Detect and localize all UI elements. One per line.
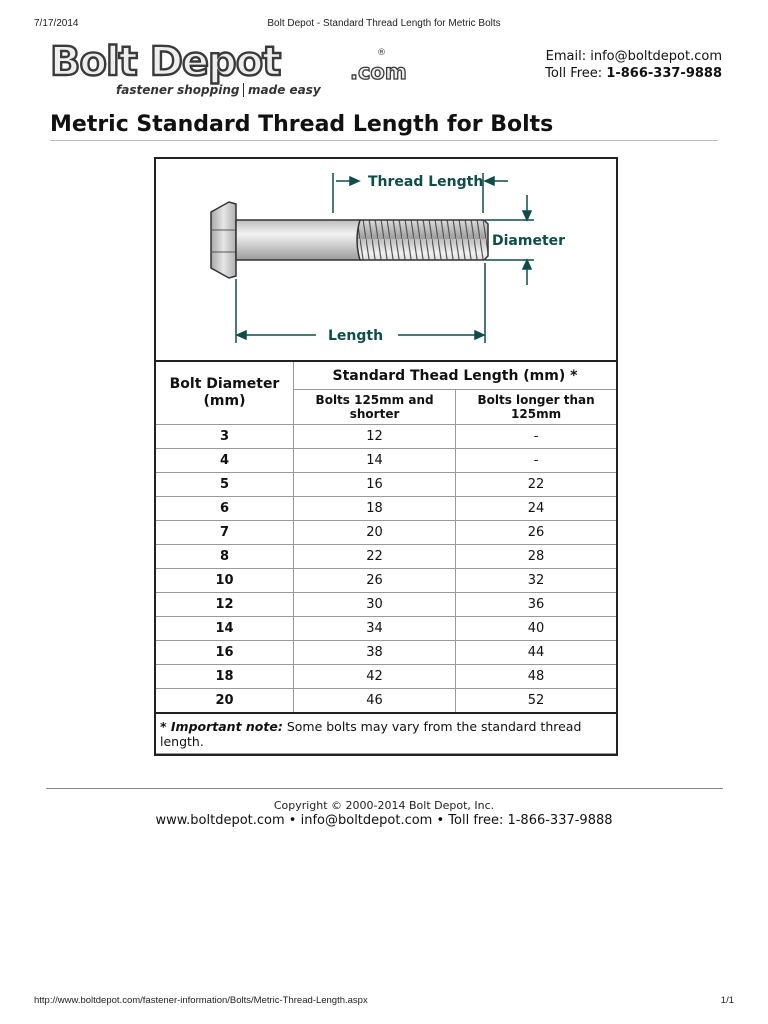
phone-number: 1-866-337-9888	[606, 66, 722, 81]
cell-short: 46	[294, 689, 456, 714]
logo-tagline-b: made easy	[243, 83, 321, 97]
important-note	[156, 713, 616, 754]
cell-short: 16	[294, 473, 456, 497]
email-link[interactable]: info@boltdepot.com	[590, 49, 722, 64]
cell-short: 26	[294, 569, 456, 593]
logo-dotcom: .com	[350, 60, 407, 84]
cell-short: 38	[294, 641, 456, 665]
cell-short: 14	[294, 449, 456, 473]
cell-diameter: 5	[156, 473, 294, 497]
bolt-illustration	[156, 159, 616, 360]
table-row	[156, 641, 616, 665]
print-url: http://www.boltdepot.com/fastener-information/Bolts/Metric-Thread-Length.aspx	[34, 995, 368, 1006]
bolt-thread	[357, 220, 488, 260]
header-short-line2: shorter	[349, 407, 400, 421]
header-bolt-diameter	[156, 362, 294, 425]
header-diameter-line1: Bolt Diameter	[169, 376, 280, 392]
cell-diameter: 18	[156, 665, 294, 689]
bolt-shank	[236, 220, 360, 260]
page-title: Metric Standard Thread Length for Bolts	[50, 112, 718, 141]
cell-diameter: 6	[156, 497, 294, 521]
header-bolts-short	[294, 390, 456, 425]
cell-diameter: 7	[156, 521, 294, 545]
table-row	[156, 545, 616, 569]
cell-diameter: 10	[156, 569, 294, 593]
cell-diameter: 20	[156, 689, 294, 714]
cell-long: 26	[456, 521, 616, 545]
print-page-number: 1/1	[720, 995, 734, 1006]
cell-short: 12	[294, 425, 456, 449]
cell-long: 40	[456, 617, 616, 641]
cell-diameter: 16	[156, 641, 294, 665]
cell-diameter: 8	[156, 545, 294, 569]
cell-long: 44	[456, 641, 616, 665]
note-text: Some bolts may vary from the standard thread length.	[160, 718, 582, 749]
cell-short: 34	[294, 617, 456, 641]
cell-short: 20	[294, 521, 456, 545]
footer-divider	[46, 788, 723, 789]
cell-long: -	[456, 449, 616, 473]
length-label: Length	[328, 328, 384, 344]
table-row	[156, 473, 616, 497]
header-bolts-long	[456, 390, 616, 425]
table-row	[156, 689, 616, 714]
logo-registered-mark: ®	[377, 48, 386, 58]
bolt-depot-logo[interactable]	[50, 39, 410, 102]
table-row	[156, 593, 616, 617]
cell-long: 32	[456, 569, 616, 593]
cell-long: 52	[456, 689, 616, 714]
table-header-row	[156, 362, 616, 390]
header-diameter-line2: (mm)	[203, 393, 246, 409]
cell-long: 22	[456, 473, 616, 497]
thread-length-table	[156, 362, 616, 754]
cell-short: 22	[294, 545, 456, 569]
thread-length-box	[154, 157, 618, 756]
cell-long: 36	[456, 593, 616, 617]
table-row	[156, 665, 616, 689]
bolt-head	[211, 202, 236, 278]
cell-diameter: 12	[156, 593, 294, 617]
footer-links[interactable]: www.boltdepot.com • info@boltdepot.com • Toll free: 1-866-337-9888	[155, 813, 613, 828]
cell-diameter: 4	[156, 449, 294, 473]
thread-length-label: Thread Length	[368, 174, 484, 190]
cell-long: -	[456, 425, 616, 449]
cell-long: 24	[456, 497, 616, 521]
table-row	[156, 425, 616, 449]
header-standard-thread-length: Standard Thead Length (mm) *	[294, 362, 617, 390]
table-row	[156, 521, 616, 545]
contact-info	[545, 48, 722, 82]
cell-diameter: 14	[156, 617, 294, 641]
table-row	[156, 569, 616, 593]
diameter-label: Diameter	[492, 233, 566, 249]
cell-short: 18	[294, 497, 456, 521]
cell-long: 28	[456, 545, 616, 569]
cell-short: 30	[294, 593, 456, 617]
header-long-line1: Bolts longer than	[477, 393, 595, 407]
bolt-diagram	[156, 159, 616, 362]
print-page-title: Bolt Depot - Standard Thread Length for Metric Bolts	[267, 18, 501, 29]
header-short-line1: Bolts 125mm and	[315, 393, 434, 407]
email-line	[545, 48, 722, 65]
print-header	[0, 18, 768, 32]
phone-line	[545, 65, 722, 82]
copyright: Copyright © 2000-2014 Bolt Depot, Inc.	[273, 799, 495, 812]
note-lead: * Important note:	[160, 718, 283, 734]
table-row	[156, 497, 616, 521]
cell-short: 42	[294, 665, 456, 689]
table-row	[156, 617, 616, 641]
print-date: 7/17/2014	[34, 18, 79, 29]
logo-wordmark: Bolt Depot	[50, 39, 281, 85]
phone-label: Toll Free:	[545, 66, 603, 81]
table-row	[156, 449, 616, 473]
email-label: Email:	[545, 49, 587, 64]
cell-diameter: 3	[156, 425, 294, 449]
logo-tagline-a: fastener shopping	[116, 83, 240, 97]
important-note-row	[156, 713, 616, 754]
header-long-line2: 125mm	[511, 407, 562, 421]
cell-long: 48	[456, 665, 616, 689]
